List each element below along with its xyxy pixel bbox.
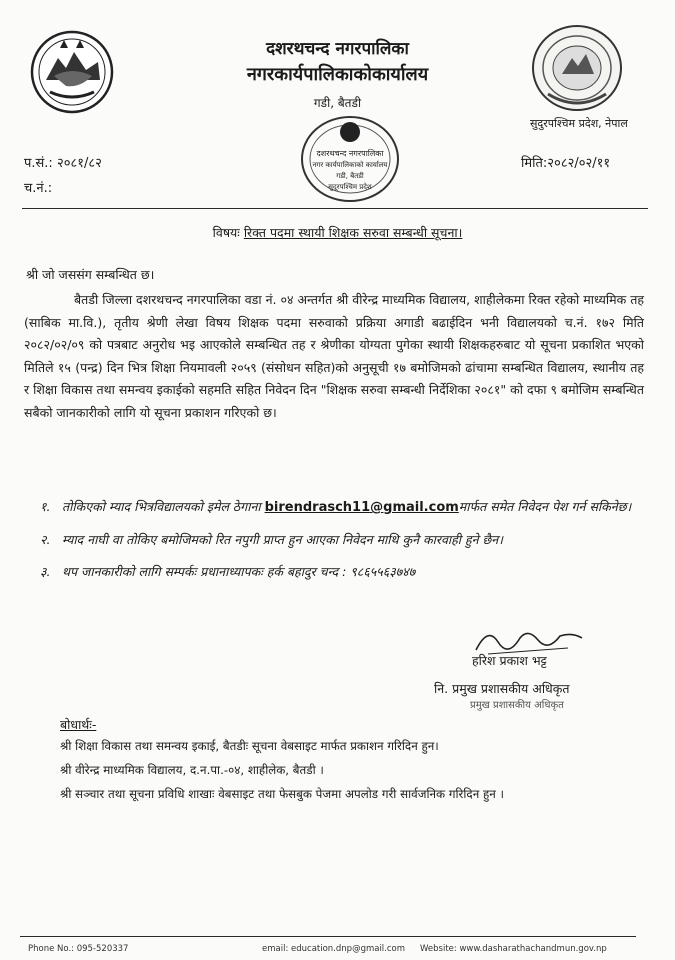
salutation: श्री जो जससंग सम्बन्धित छ। [26,267,155,282]
bodharth-heading: बोधार्थः- [60,717,97,732]
note-item-1: १. तोकिएको म्याद भित्रविद्यालयको इमेल ठेगाना birendrasch11@gmail.comमार्फत समेत निवेदन पेश गर्न सकिनेछ। [40,499,632,515]
footer-phone: Phone No.: 095-520337 [28,944,129,954]
bodharth-list [60,734,650,806]
notice-body: बैतडी जिल्ला दशरथचन्द नगरपालिका वडा नं. ०४ अन्तर्गत श्री वीरेन्द्र माध्यमिक विद्यालय, शाहीलेकमा रिक्त रहेको माध्यमिक तह (साबिक मा.वि.), तृतीय श्रेणी लेखा विषय शिक्षक पदमा सरुवाको प्रक्रिया अगाडी बढाईदिन भनी विद्यालयको च.नं. १७२ मिति २०८२/०२/०९ को पत्रबाट अनुरोध भइ आएकोले सम्बन्धित तह र श्रेणीका योग्यता पुगेका स्थायी शिक्षकहरुबाट यो सूचना प्रकाशित भएको मितिले १५ (पन्द्र) दिन भित्र शिक्षा नियमावली २०५९ (संसोधन सहित)को अनुसूची १७ बमोजिमको ढांचामा सम्बन्धित विद्यालय, स्थानीय तह र शिक्षा विकास तथा समन्वय इकाईको सहमति सहित निवेदन दिन "शिक्षक सरुवा सम्बन्धी निर्देशिका २०८१" को दफा ९ बमोजिम सम्बन्धित सबैको जानकारीको लागि यो सूचना प्रकाशन गरिएको छ। [24,292,644,420]
office-address: गडी, बैतडी [313,96,362,110]
subject-prefix: विषयः [212,225,240,240]
chalani-number: च.नं.: [24,181,53,196]
letter-date: मिति:२०८२/०२/११ [521,156,611,171]
bodharth-item: श्री सञ्चार तथा सूचना प्रविधि शाखाः वेबसाइट तथा फेसबुक पेजमा अपलोड गरी सार्वजनिक गरिदिन हुन । [60,787,505,801]
header-divider [22,208,648,209]
subject-line [0,224,675,241]
note-item-3: ३. थप जानकारीको लागि सम्पर्कः प्रधानाध्यापकः हर्क बहादुर चन्द : ९८६५५६३७४७ [40,564,416,579]
signatory-name: हरिश प्रकाश भट्ट [472,653,547,668]
signature-stamp-text: प्रमुख प्रशासकीय अधिकृत [470,700,564,711]
svg-text:गडी, बैतडी: गडी, बैतडी [336,172,364,180]
svg-text:दशरथचन्द नगरपालिका: दशरथचन्द नगरपालिका [316,149,384,158]
municipality-name: दशरथचन्द नगरपालिका [266,39,409,59]
patra-sankhya: प.सं.: २०८१/८२ [24,156,102,171]
svg-text:नगर कार्यपालिकाको कार्यालय: नगर कार्यपालिकाको कार्यालय [312,161,388,169]
office-name: नगरकार्यपालिकाकोकार्यालय [246,64,429,85]
subject-text: रिक्त पदमा स्थायी शिक्षक सरुवा सम्बन्धी सूचना। [243,225,463,240]
office-seal-stamp [298,112,402,206]
province-label: सुदुरपश्चिम प्रदेश, नेपाल [530,117,628,130]
signatory-title: नि. प्रमुख प्रशासकीय अधिकृत [434,681,570,696]
note-item-2: २. म्याद नाघी वा तोकिए बमोजिमको रित नपुगी प्राप्त हुन आएका निवेदन माथि कुनै कारवाही हुने छैन। [40,532,503,547]
bodharth-item: श्री वीरेन्द्र माध्यमिक विद्यालय, द.न.पा.-०४, शाहीलेक, बैतडी । [60,763,324,777]
bodharth-item: श्री शिक्षा विकास तथा समन्वय इकाई, बैतडीः सूचना वेबसाइट मार्फत प्रकाशन गरिदिन हुन। [60,739,439,753]
school-email-link[interactable]: birendrasch11@gmail.com [264,500,459,515]
footer-website[interactable]: Website: www.dasharathachandmun.gov.np [420,944,607,954]
province-emblem [528,22,626,114]
footer-email[interactable]: email: education.dnp@gmail.com [262,944,406,954]
svg-text:सुदूरपश्चिम प्रदेश: सुदूरपश्चिम प्रदेश [328,183,372,191]
footer-divider [20,936,636,937]
notes-list [40,497,650,594]
